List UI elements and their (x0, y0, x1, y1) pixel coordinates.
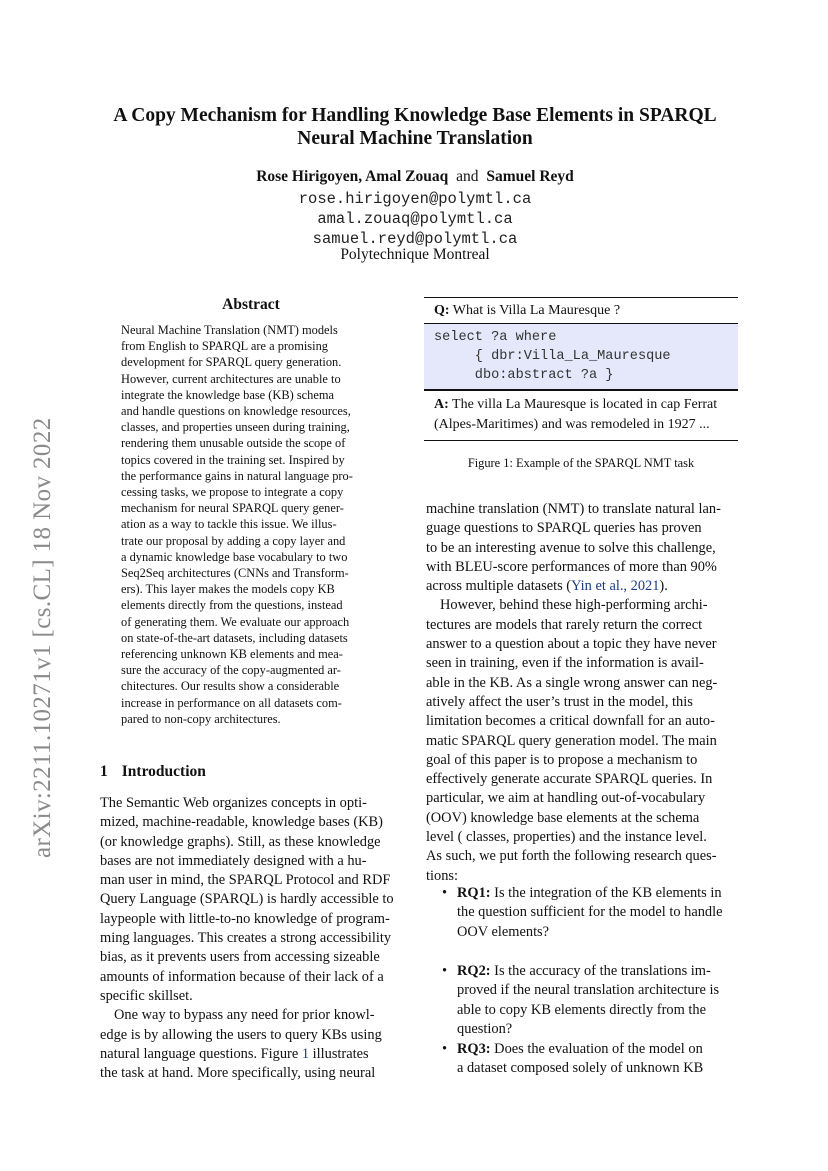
abstract-line: integrate the knowledge base (KB) schema (121, 387, 334, 402)
abstract-line: trate our proposal by adding a copy layer and (121, 533, 346, 548)
right-line: However, behind these high-performing archi- (440, 597, 708, 614)
figure-1-reference: 1 (301, 1045, 310, 1062)
paper-title (90, 104, 740, 150)
abstract-line: pared to non-copy architectures. (121, 711, 281, 726)
right-line: to be an interesting avenue to solve this challenge, (426, 539, 716, 556)
abstract-line: classes, and properties unseen during training, (121, 420, 350, 435)
abstract-line: elements directly from the questions, instead (121, 598, 343, 613)
intro-line-text: natural language questions. Figure (100, 1045, 302, 1062)
right-line: answer to a question about a topic they have never (426, 636, 717, 653)
abstract-line: cessing tasks, we propose to integrate a copy (121, 485, 344, 500)
rq-line (457, 962, 742, 981)
arxiv-identifier-stamp (2, 362, 82, 862)
citation-link[interactable]: Yin et al., 2021 (571, 578, 660, 595)
title-line-1: A Copy Mechanism for Handling Knowledge Base Elements in SPARQL (113, 105, 717, 126)
right-line: tectures are models that rarely return the correct (426, 616, 703, 633)
right-line-text: ). (659, 578, 668, 595)
rq-line (457, 884, 742, 903)
title-line-2: Neural Machine Translation (297, 128, 533, 149)
rq-text: Is the accuracy of the translations im- (490, 963, 711, 979)
abstract-line: Seq2Seq architectures (CNNs and Transform- (121, 566, 349, 581)
intro-line: bias, as it prevents users from accessing sizeable (100, 949, 380, 966)
right-line: guage questions to SPARQL queries has proven (426, 520, 702, 537)
right-line: (OOV) knowledge base elements at the schema (426, 809, 700, 826)
intro-line: the task at hand. More specifically, using neural (100, 1065, 376, 1082)
right-line: machine translation (NMT) to translate natural lan- (426, 501, 721, 517)
code-line-2: { dbr:Villa_La_Mauresque (434, 349, 671, 365)
right-line: goal of this paper is to propose a mechanism to (426, 751, 698, 768)
rq-line (457, 1040, 742, 1059)
abstract-line: on state-of-the-art datasets, including datasets (121, 630, 348, 645)
q-label: Q: (434, 303, 450, 319)
right-line-text: across multiple datasets ( (426, 578, 572, 595)
intro-line: laypeople with little-to-no knowledge of program- (100, 910, 390, 927)
abstract-line: development for SPARQL query generation. (121, 355, 342, 370)
author-list (90, 168, 740, 186)
intro-line: The Semantic Web organizes concepts in opti- (100, 795, 367, 811)
figure-1 (424, 297, 738, 441)
intro-line-text: illustrates (309, 1045, 369, 1062)
abstract-line: chitectures. Our results show a considerable (121, 679, 340, 694)
rq-line: OOV elements? (457, 923, 550, 940)
q-text: What is Villa La Mauresque ? (449, 303, 621, 319)
right-line: tions: (426, 867, 458, 884)
code-line-1: select ?a where (434, 330, 557, 346)
right-line: effectively generate accurate SPARQL queries. In (426, 771, 713, 788)
rq-line: a dataset composed solely of unknown KB (457, 1060, 704, 1077)
intro-line: One way to bypass any need for prior knowl- (114, 1007, 375, 1024)
section-number: 1 (100, 763, 108, 780)
bullet: • (442, 963, 448, 979)
intro-right-column (426, 500, 731, 886)
abstract-line: of generating them. We evaluate our approach (121, 614, 350, 629)
authors-last: Samuel Reyd (486, 168, 574, 185)
right-line: level ( classes, properties) and the instance level. (426, 829, 707, 846)
intro-line: bases are not immediately designed with a hu- (100, 852, 367, 869)
right-line: seen in training, even if the information is avail- (426, 655, 704, 672)
right-line (426, 577, 731, 596)
rq-body-1 (457, 884, 742, 942)
abstract-line: sure the accuracy of the copy-augmented ar- (121, 663, 341, 678)
rq-line: able to copy KB elements directly from the (457, 1001, 706, 1018)
abstract-line: increase in performance on all datasets com- (121, 695, 342, 710)
right-line: As such, we put forth the following research ques- (426, 848, 717, 865)
abstract-line: a dynamic knowledge base vocabulary to two (121, 549, 348, 564)
arxiv-stamp-svg (2, 362, 82, 862)
code-line-3: dbo:abstract ?a } (434, 368, 614, 384)
figure-bottom-rule (424, 440, 738, 441)
bullet: • (442, 885, 448, 901)
rq-line: proved if the neural translation architecture is (457, 982, 720, 999)
abstract-line: mechanism for neural SPARQL query gener- (121, 501, 344, 516)
abstract-body (121, 322, 380, 727)
abstract-line: However, current architectures are unable to (121, 371, 341, 386)
section-title: Introduction (121, 763, 206, 780)
authors-first: Rose Hirigoyen, Amal Zouaq (256, 168, 449, 185)
intro-line: mized, machine-readable, knowledge bases (KB) (100, 814, 383, 831)
rq-line: the question sufficient for the model to handle (457, 904, 723, 921)
intro-line: ming languages. This creates a strong accessibility (100, 930, 392, 947)
sparql-query-block (424, 324, 738, 389)
rq-body-2 (457, 962, 742, 1039)
intro-line: Query Language (SPARQL) is hardly accessible to (100, 891, 394, 908)
a-label: A: (434, 396, 449, 412)
rq-label: RQ1: (457, 885, 491, 901)
abstract-line: topics covered in the training set. Inspired by (121, 452, 345, 467)
abstract-heading: Abstract (222, 296, 280, 313)
answer-text-1: The villa La Mauresque is located in cap Ferrat (448, 396, 718, 412)
arxiv-stamp-text: arXiv:2211.10271v1 [cs.CL] 18 Nov 2022 (29, 417, 56, 858)
figure-question (424, 298, 738, 323)
right-line: with BLEU-score performances of more than 90% (426, 558, 717, 575)
abstract-line: referencing unknown KB elements and mea- (121, 647, 343, 662)
right-line: particular, we aim at handling out-of-vocabulary (426, 790, 706, 807)
rq-line: question? (457, 1020, 513, 1037)
right-line: able in the KB. As a single wrong answer can neg- (426, 674, 718, 691)
affiliation: Polytechnique Montreal (340, 246, 490, 263)
abstract-line: rendering them unusable outside the scope of (121, 436, 346, 451)
authors-and: and (456, 168, 479, 185)
intro-line (100, 1045, 404, 1064)
figure-caption: Figure 1: Example of the SPARQL NMT task (467, 456, 695, 470)
right-line: matic SPARQL query generation model. The main (426, 732, 717, 749)
abstract-line: ation as a way to tackle this issue. We illus- (121, 517, 337, 532)
right-line: atively affect the user’s trust in the model, this (426, 693, 693, 710)
intro-line: amounts of information because of their lack of a (100, 968, 384, 985)
intro-line: man user in mind, the SPARQL Protocol and RDF (100, 872, 391, 889)
abstract-line: and handle questions on knowledge resources, (121, 404, 351, 419)
email-1: rose.hirigoyen@polymtl.ca (298, 190, 532, 208)
intro-line: specific skillset. (100, 987, 193, 1004)
right-line: limitation becomes a critical downfall for an auto- (426, 713, 715, 730)
abstract-line: the performance gains in natural language pro- (121, 468, 353, 483)
abstract-line: from English to SPARQL are a promising (121, 339, 328, 354)
bullet: • (442, 1041, 448, 1057)
intro-line: edge is by allowing the users to query KBs using (100, 1026, 382, 1043)
email-3: samuel.reyd@polymtl.ca (312, 230, 518, 248)
intro-left-column (100, 794, 404, 1083)
email-2: amal.zouaq@polymtl.ca (317, 210, 513, 228)
section-heading (100, 763, 206, 781)
rq-text: Is the integration of the KB elements in (490, 885, 722, 901)
rq-text: Does the evaluation of the model on (490, 1041, 703, 1057)
figure-answer (424, 391, 738, 440)
rq-label: RQ2: (457, 963, 491, 979)
answer-line-2: (Alpes-Maritimes) and was remodeled in 1927 ... (434, 416, 710, 432)
abstract-line: Neural Machine Translation (NMT) models (121, 323, 338, 337)
rq-body-3 (457, 1040, 742, 1079)
rq-label: RQ3: (457, 1041, 491, 1057)
abstract-line: ers). This layer makes the models copy KB (121, 582, 335, 597)
intro-line: (or knowledge graphs). Still, as these knowledge (100, 833, 381, 850)
answer-line-1 (434, 395, 738, 415)
